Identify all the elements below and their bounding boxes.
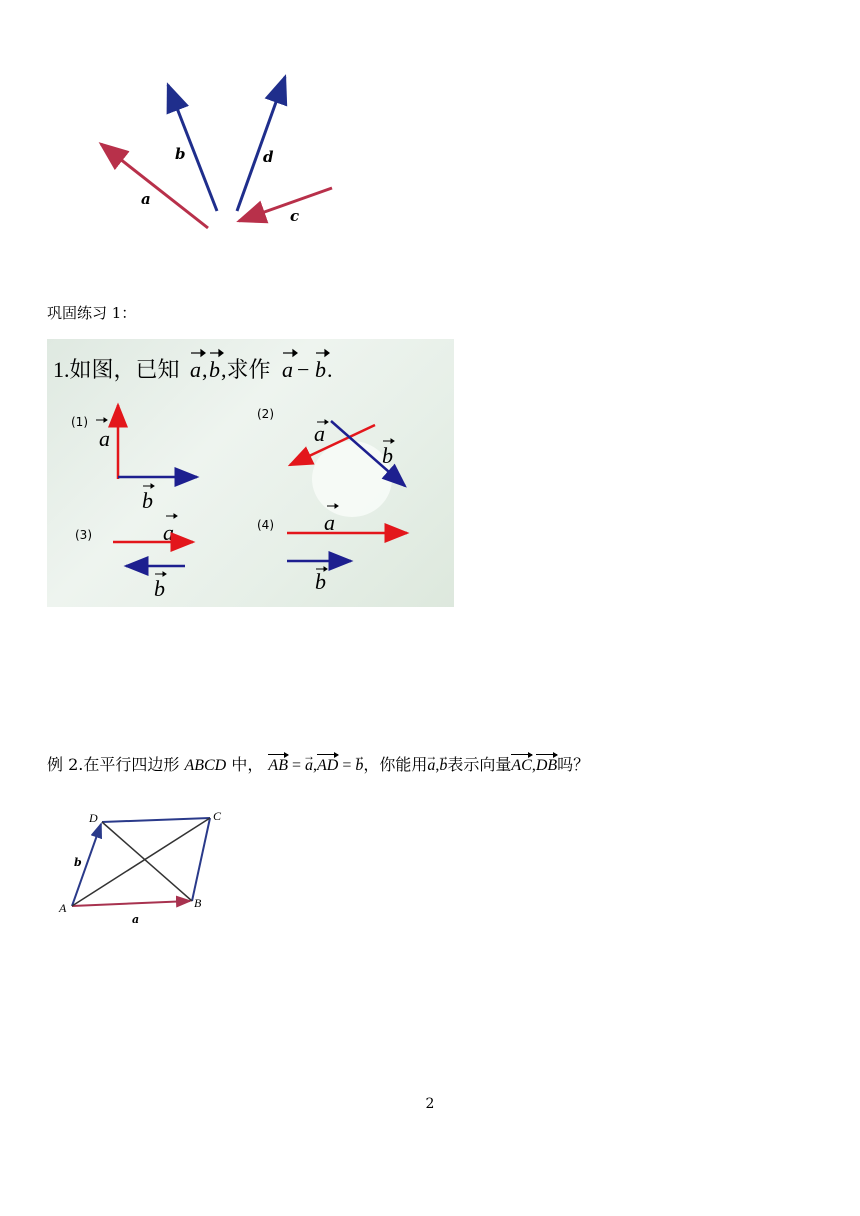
example-mid: 中， [226,755,264,774]
exercise-figure [47,339,454,607]
problem-expr-b: b [315,357,326,382]
panel-2-a-label: a [314,421,325,446]
exercise-label: 巩固练习 1： [47,304,137,322]
flower-decoration [312,441,392,517]
page-number: 2 [425,1096,435,1112]
panel-1-a-vecmark [96,418,107,422]
example-question-2: 表示向量 [447,755,512,774]
example-question-end: 吗？ [557,755,590,774]
vector-c-arrow [239,188,332,221]
panel-3-a-label: a [163,520,174,545]
example-2-text: 例 2.在平行四边形 ABCD 中， AB = → a,AD = → b，你能用→ a,→ b表示向量AC,DB吗？ [47,752,589,775]
diagonal-AC [72,818,210,906]
panel-1-b-label: b [142,488,153,513]
panel-3-b-label: b [154,576,165,601]
panel-3-tag: (3) [75,528,92,542]
panel-4-a-label: a [324,510,335,535]
vector-AB: AB [268,757,288,774]
vector-c-label: c [290,207,300,225]
question-vector-a: → a [427,757,435,775]
problem-expr-a: a [282,357,293,382]
panel-1-tag: (1) [71,415,88,429]
vectors-figure [45,55,390,250]
vertex-D-label: D [89,811,98,825]
vector-a-label: a [141,190,151,208]
panel-2-b-label: b [382,443,393,468]
vector-AC: AC [511,757,532,774]
parallelogram-figure [48,795,238,930]
target-comma: , [531,757,536,774]
example-prefix: 例 2.在平行四边形 [47,755,185,774]
side-BC [192,818,210,901]
vector-d-label: d [263,148,274,166]
example-question-1: ，你能用 [363,755,428,774]
problem-vec-a: a [190,357,201,382]
vertex-B-label: B [194,896,202,910]
example-comma: , [313,757,317,774]
problem-vec-b: b [209,357,220,382]
vector-b-label: b [175,145,186,163]
problem-prefix: 1.如图，已知 [53,357,180,382]
example-shape-name: ABCD [184,757,227,774]
question-vector-b: → b [439,757,447,775]
question-comma: , [435,757,440,774]
vertex-C-label: C [213,809,222,823]
vector-a-arrow [101,144,208,228]
diagonal-DB [102,822,192,901]
problem-minus: − [297,357,310,382]
panel-4-b-label: b [315,569,326,594]
vertex-A-label: A [59,901,67,915]
panel-1-a-label: a [99,426,110,451]
panel-4-tag: (4) [257,518,274,532]
panel-3-a-vecmark [166,514,177,518]
problem-mid: ,求作 [221,357,271,382]
side-a-label: a [132,913,140,926]
vector-DB: DB [535,757,558,774]
side-AB-arrow [72,901,190,906]
vector-b-symbol: → b [355,757,363,775]
problem-comma1: , [202,357,208,382]
vector-AD: AD [317,757,339,774]
vector-a-symbol: → a [305,757,313,775]
side-b-label: b [74,856,82,869]
problem-end: . [327,357,333,382]
side-DC [102,818,210,822]
panel-2-tag: (2) [257,407,274,421]
vector-d-arrow [237,77,285,211]
title-vector-marks [191,350,329,356]
